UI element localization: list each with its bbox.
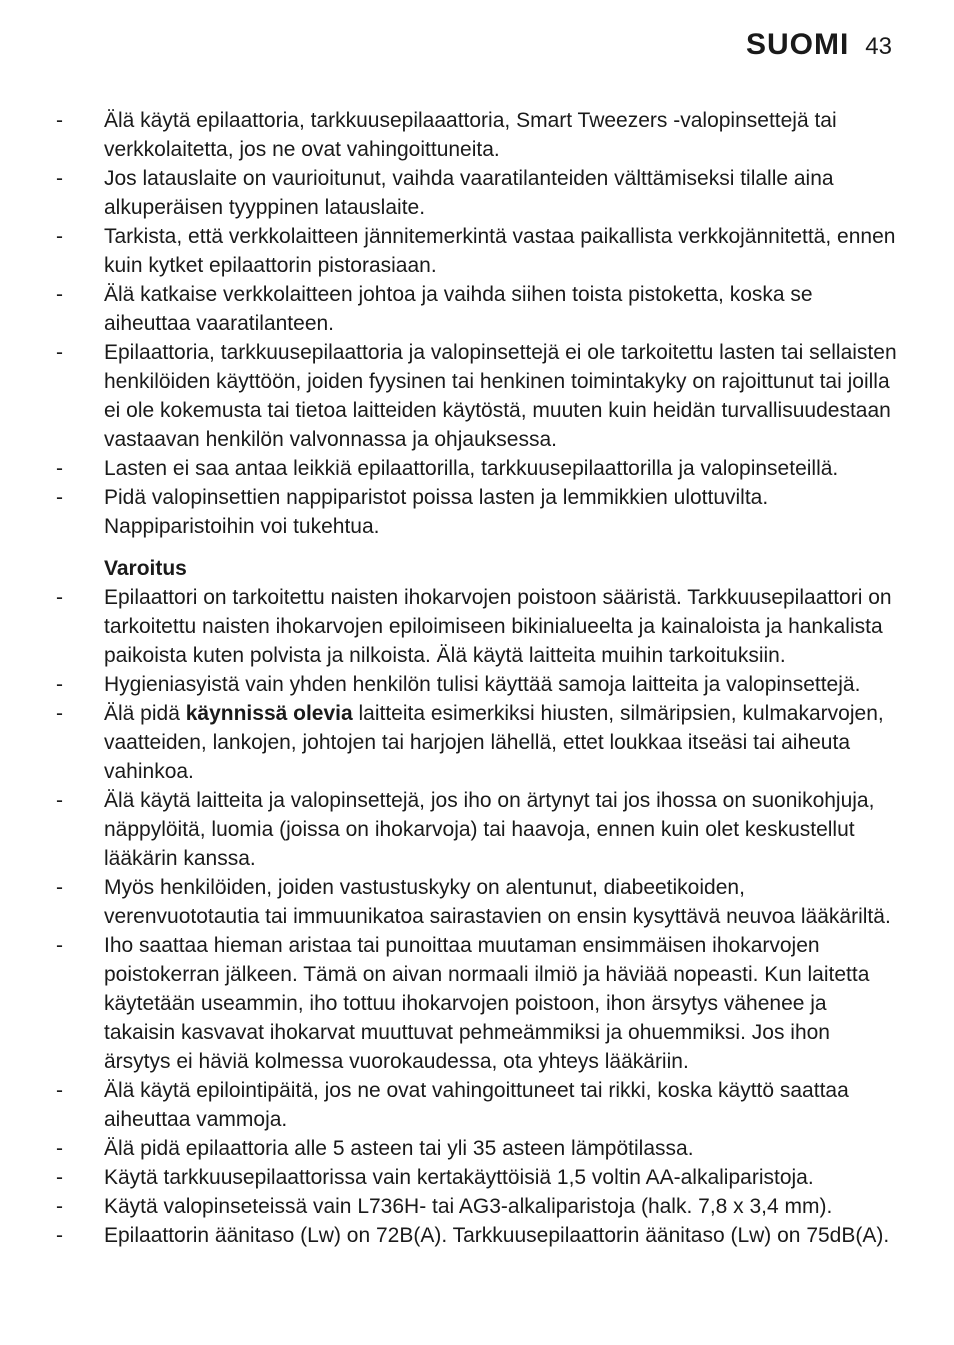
list-item: [56, 699, 901, 786]
list-item: - Älä käytä epilointipäitä, jos ne ovat vahingoittuneet tai rikki, koska käyttö saattaa aiheuttaa vammoja.: [56, 1076, 901, 1134]
list-dash: -: [56, 341, 63, 364]
page-header: [746, 28, 892, 62]
list-dash: -: [56, 876, 63, 899]
list-dash: -: [56, 1166, 63, 1189]
mixed-text-after: laitteita esimerkiksi hiusten, silmäripsien, kulmakarvojen, vaatteiden, lankojen, johtojen tai harjojen lähellä, ettet loukkaa itseäsi tai aiheuta vahinkoa.: [104, 702, 884, 783]
language-title: SUOMI: [745, 28, 850, 61]
list-dash: -: [56, 1079, 63, 1102]
list-item: - Älä käytä epilaattoria, tarkkuusepilaaattoria, Smart Tweezers -valopinsettejä tai verkkolaitetta, jos ne ovat vahingoittuneita.: [56, 106, 901, 164]
list-dash: -: [56, 702, 63, 725]
list-item: - Epilaattori on tarkoitettu naisten ihokarvojen poistoon sääristä. Tarkkuusepilaattori on tarkoitettu naisten ihokarvojen epiloimiseen bikinialueelta ja kainaloista ja hankalista paikoista kuten polvista ja nilkoista. Älä käytä laitteita muihin tarkoituksiin.: [56, 583, 901, 670]
list-dash: -: [56, 586, 63, 609]
list-item: - Epilaattoria, tarkkuusepilaattoria ja valopinsettejä ei ole tarkoitettu lasten tai sellaisten henkilöiden käyttöön, joiden fyysinen tai henkinen toimintakyky on rajoittunut tai joilla ei ole kokemusta tai tietoa laitteiden käytöstä, muuten kuin heidän turvallisuudestaan vastaavan henkilön valvonnassa ja ohjauksessa.: [56, 338, 901, 454]
list-dash: -: [56, 486, 63, 509]
warning-list: [56, 583, 901, 1250]
list-dash: -: [56, 167, 63, 190]
list-dash: -: [56, 1137, 63, 1160]
list-item: - Lasten ei saa antaa leikkiä epilaattorilla, tarkkuusepilaattorilla ja valopinseteillä.: [56, 454, 901, 483]
list-dash: -: [56, 789, 63, 812]
list-item: - Pidä valopinsettien nappiparistot poissa lasten ja lemmikkien ulottuvilta. Nappiparistoihin voi tukehtua.: [56, 483, 901, 541]
list-dash: -: [56, 457, 63, 480]
page-number: 43: [865, 33, 892, 60]
mixed-text-before: Älä pidä: [104, 702, 186, 725]
list-item: - Hygieniasyistä vain yhden henkilön tulisi käyttää samoja laitteita ja valopinsettejä.: [56, 670, 901, 699]
list-dash: -: [56, 283, 63, 306]
list-dash: -: [56, 109, 63, 132]
list-dash: -: [56, 225, 63, 248]
document-body: [56, 106, 901, 1250]
list-dash: -: [56, 1195, 63, 1218]
list-item: - Käytä tarkkuusepilaattorissa vain kertakäyttöisiä 1,5 voltin AA-alkaliparistoja.: [56, 1163, 901, 1192]
list-item: - Käytä valopinseteissä vain L736H- tai AG3-alkaliparistoja (halk. 7,8 x 3,4 mm).: [56, 1192, 901, 1221]
list-item: - Älä katkaise verkkolaitteen johtoa ja vaihda siihen toista pistoketta, koska se aiheuttaa vaaratilanteen.: [56, 280, 901, 338]
emphasis-text: käynnissä olevia: [185, 702, 353, 725]
warning-heading: Varoitus: [104, 557, 187, 580]
list-item: - Myös henkilöiden, joiden vastustuskyky on alentunut, diabeetikoiden, verenvuototautia tai immuunikatoa sairastavien on ensin kysyttävä neuvoa lääkäriltä.: [56, 873, 901, 931]
list-item: - Älä käytä laitteita ja valopinsettejä, jos iho on ärtynyt tai jos ihossa on suonikohjuja, näppylöitä, luomia (joissa on ihokarvoja) tai haavoja, ennen kuin olet keskustellut lääkärin kanssa.: [56, 786, 901, 873]
list-dash: -: [56, 673, 63, 696]
list-item: - Epilaattorin äänitaso (Lw) on 72B(A). Tarkkuusepilaattorin äänitaso (Lw) on 75dB(A).: [56, 1221, 901, 1250]
list-item: - Jos latauslaite on vaurioitunut, vaihda vaaratilanteiden välttämiseksi tilalle aina alkuperäisen tyyppinen latauslaite.: [56, 164, 901, 222]
list-dash: -: [56, 1224, 63, 1247]
list-item: - Älä pidä epilaattoria alle 5 asteen tai yli 35 asteen lämpötilassa.: [56, 1134, 901, 1163]
safety-list: [56, 106, 901, 541]
list-dash: -: [56, 934, 63, 957]
list-item: - Tarkista, että verkkolaitteen jännitemerkintä vastaa paikallista verkkojännitettä, ennen kuin kytket epilaattorin pistorasiaan.: [56, 222, 901, 280]
list-item: - Iho saattaa hieman aristaa tai punoittaa muutaman ensimmäisen ihokarvojen poistokerran jälkeen. Tämä on aivan normaali ilmiö ja häviää nopeasti. Kun laitetta käytetään useammin, iho tottuu ihokarvojen poistoon, ihon ärsytys vähenee ja takaisin kasvavat ihokarvat muuttuvat pehmeämmiksi ja ohuemmiksi. Jos ihon ärsytys ei häviä kolmessa vuorokaudessa, ota yhteys lääkäriin.: [56, 931, 901, 1076]
